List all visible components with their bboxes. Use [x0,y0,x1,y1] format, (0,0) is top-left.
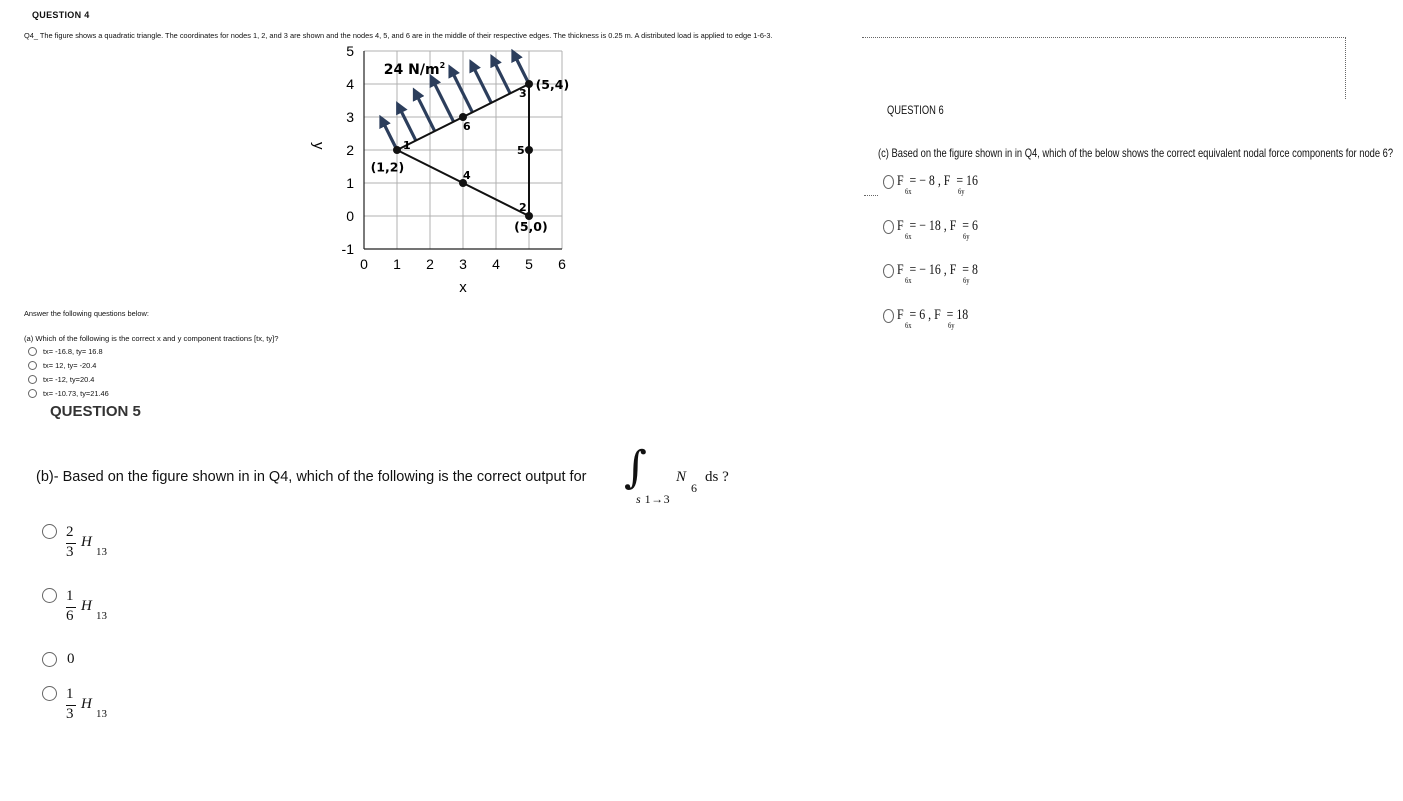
radio-button[interactable] [28,389,37,398]
node-label: 1 [403,139,411,152]
radio-button[interactable] [28,347,37,356]
coordinate-label: (1,2) [370,159,405,175]
coordinate-label: (5,0) [514,218,548,234]
integral-lower-limit: s 1→3 [636,492,671,506]
part-b-option-3[interactable]: 0 [42,651,75,668]
load-arrow [514,54,529,84]
node-label: 3 [519,87,527,100]
x-tick-label: 2 [426,256,434,272]
part-b-option-2[interactable]: 1 6 H 13 [42,588,57,608]
part-a-option-1[interactable]: tx= -16.8, ty= 16.8 [28,347,103,356]
question-5-title: QUESTION 5 [50,403,141,420]
part-a-option-4[interactable]: tx= -10.73, ty=21.46 [28,389,109,398]
radio-button[interactable] [28,361,37,370]
node-5-marker [525,146,533,154]
y-tick-label: -1 [341,241,354,257]
y-tick-label: 5 [346,43,354,59]
integrand: N [676,469,687,485]
coordinate-labels [371,77,570,234]
x-tick-label: 0 [360,256,368,272]
part-b-option-4[interactable]: 1 3 H 13 [42,686,57,706]
load-arrow [432,80,453,122]
radio-button[interactable] [42,588,57,603]
integrand-subscript: 6 [691,481,697,495]
answer-intro: Answer the following questions below: [24,309,149,318]
x-tick-label: 1 [393,256,401,272]
radio-button[interactable] [42,686,57,701]
part-c-question: (c) Based on the figure shown in in Q4, which of the below shows the correct equivalent nodal force components for node 6? [878,146,1394,160]
x-tick-label: 6 [558,256,566,272]
radio-button[interactable] [42,524,57,539]
dotted-divider [862,37,1346,38]
node-label: 6 [463,120,471,133]
y-axis-label: y [310,142,327,150]
question-4-text: Q4_ The figure shows a quadratic triangle. The coordinates for nodes 1, 2, and 3 are shown and the nodes 4, 5, and 6 are in the middle of their respective edges. The thickness is 0.25 m. A distributed load is applied to edge 1-6-3. [24,31,773,40]
part-b-option-1[interactable]: 2 3 H 13 [42,524,57,544]
load-arrow [399,107,416,141]
question-4-title: QUESTION 4 [32,10,90,20]
dotted-divider-small [864,195,878,196]
load-arrow [451,70,472,112]
part-b-question: (b)- Based on the figure shown in in Q4, which of the following is the correct output for [36,469,587,485]
radio-button[interactable] [883,264,894,278]
radio-button[interactable] [42,652,57,667]
node-label: 5 [517,144,525,157]
part-a-option-3[interactable]: tx= -12, ty=20.4 [28,375,94,384]
y-tick-label: 0 [346,208,354,224]
y-tick-label: 3 [346,109,354,125]
differential: ds ? [705,469,729,485]
y-tick-label: 2 [346,142,354,158]
question-6-title: QUESTION 6 [887,103,944,117]
integral-symbol: ∫ [624,442,647,493]
quadratic-triangle-figure [300,43,590,296]
part-a-question: (a) Which of the following is the correct x and y component tractions [tx, ty]? [24,334,279,343]
radio-button[interactable] [883,220,894,234]
radio-button[interactable] [28,375,37,384]
node-1-marker [393,146,401,154]
x-tick-label: 5 [525,256,533,272]
load-arrow [382,120,397,150]
coordinate-label: (5,4) [535,77,570,92]
node-label: 2 [519,201,527,214]
node-label: 4 [463,169,471,182]
x-axis-label: x [459,279,467,296]
x-tick-label: 4 [492,256,500,272]
x-tick-label: 3 [459,256,467,272]
y-tick-label: 1 [346,175,354,191]
dotted-divider-vertical [1345,37,1346,99]
y-tick-label: 4 [346,76,354,92]
part-a-option-2[interactable]: tx= 12, ty= -20.4 [28,361,96,370]
load-label: 24 $N/m^2$ [383,61,446,79]
radio-button[interactable] [883,309,894,323]
radio-button[interactable] [883,175,894,189]
load-arrow [416,93,435,131]
